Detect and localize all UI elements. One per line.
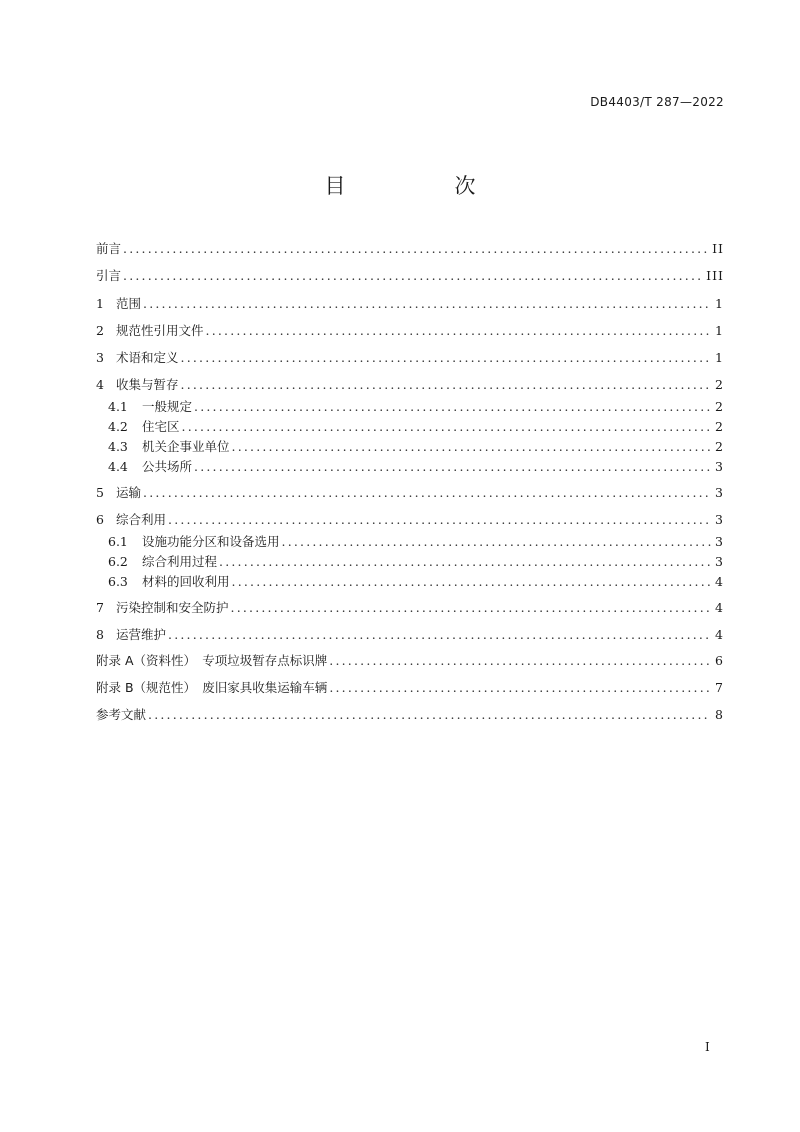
- toc-entry-general-rules[interactable]: [108, 398, 724, 416]
- toc-entry-number: 7: [96, 600, 104, 615]
- toc-entry-terms-definitions[interactable]: [96, 349, 724, 367]
- toc-entry-page: 1: [715, 323, 724, 338]
- toc-entry-label: 运营维护: [116, 627, 167, 642]
- toc-leader-dots: [123, 267, 702, 285]
- toc-entry-collection-storage[interactable]: [96, 376, 724, 394]
- toc-entry-appendix-a[interactable]: [96, 652, 724, 670]
- toc-entry-institutions[interactable]: [108, 438, 724, 456]
- toc-entry-foreword[interactable]: [96, 240, 724, 258]
- toc-entry-page: 1: [715, 350, 724, 365]
- toc-entry-label: 前言: [96, 241, 122, 256]
- toc-leader-dots: [181, 349, 712, 367]
- toc-leader-dots: [219, 553, 711, 571]
- toc-entry-label: 污染控制和安全防护: [116, 600, 229, 615]
- toc-entry-page: III: [706, 268, 724, 283]
- toc-leader-dots: [143, 295, 711, 313]
- toc-entry-label: 附录 A（资料性） 专项垃圾暂存点标识牌: [96, 653, 328, 668]
- toc-entry-label: 一般规定: [142, 399, 193, 414]
- toc-entry-label: 范围: [116, 296, 142, 311]
- toc-entry-page: 3: [715, 459, 724, 474]
- document-code: DB4403/T 287—2022: [590, 95, 724, 109]
- toc-leader-dots: [168, 511, 711, 529]
- toc-entry-label: 住宅区: [142, 419, 180, 434]
- toc-entry-number: 3: [96, 350, 104, 365]
- toc-entry-scope[interactable]: [96, 295, 724, 313]
- toc-entry-label: 参考文献: [96, 707, 147, 722]
- toc-leader-dots: [168, 626, 711, 644]
- toc-entry-label: 引言: [96, 268, 122, 283]
- toc-entry-number: 1: [96, 296, 104, 311]
- toc-entry-number: 4.4: [108, 459, 128, 474]
- toc-entry-page: 3: [715, 485, 724, 500]
- toc-entry-page: 2: [715, 439, 724, 454]
- toc-leader-dots: [182, 418, 712, 436]
- toc-entry-utilization-process[interactable]: [108, 553, 724, 571]
- toc-entry-page: 6: [715, 653, 724, 668]
- toc-entry-number: 4.3: [108, 439, 128, 454]
- toc-leader-dots: [143, 484, 711, 502]
- toc-entry-appendix-b[interactable]: [96, 679, 724, 697]
- toc-entry-page: 2: [715, 399, 724, 414]
- toc-entry-number: 4.1: [108, 399, 128, 414]
- toc-leader-dots: [206, 322, 712, 340]
- toc-entry-page: 3: [715, 534, 724, 549]
- toc-entry-residential-area[interactable]: [108, 418, 724, 436]
- toc-entry-number: 4.2: [108, 419, 128, 434]
- toc-leader-dots: [231, 599, 712, 617]
- toc-entry-number: 6.3: [108, 574, 128, 589]
- toc-entry-label: 机关企事业单位: [142, 439, 230, 454]
- toc-entry-comprehensive-use[interactable]: [96, 511, 724, 529]
- toc-entry-page: 4: [715, 627, 724, 642]
- toc-entry-label: 设施功能分区和设备选用: [142, 534, 280, 549]
- toc-entry-number: 6: [96, 512, 104, 527]
- toc-entry-page: 3: [715, 512, 724, 527]
- toc-entry-number: 2: [96, 323, 104, 338]
- toc-leader-dots: [148, 706, 711, 724]
- toc-leader-dots: [194, 458, 711, 476]
- toc-leader-dots: [232, 438, 712, 456]
- toc-entry-page: 4: [715, 574, 724, 589]
- toc-entry-page: 7: [715, 680, 724, 695]
- page-title: 目 次: [324, 174, 520, 198]
- toc-entry-label: 术语和定义: [116, 350, 179, 365]
- toc-leader-dots: [329, 679, 711, 697]
- toc-entry-label: 材料的回收利用: [142, 574, 230, 589]
- toc-entry-number: 6.1: [108, 534, 128, 549]
- toc-entry-number: 4: [96, 377, 104, 392]
- page-number: I: [705, 1040, 710, 1054]
- toc-leader-dots: [232, 573, 712, 591]
- toc-entry-page: 3: [715, 554, 724, 569]
- toc-entry-label: 收集与暂存: [116, 377, 179, 392]
- toc-entry-bibliography[interactable]: [96, 706, 724, 724]
- toc-entry-label: 运输: [116, 485, 142, 500]
- toc-entry-number: 6.2: [108, 554, 128, 569]
- toc-entry-pollution-control[interactable]: [96, 599, 724, 617]
- toc-entry-label: 规范性引用文件: [116, 323, 204, 338]
- toc-entry-page: 2: [715, 419, 724, 434]
- toc-entry-page: 2: [715, 377, 724, 392]
- toc-leader-dots: [282, 533, 712, 551]
- toc-entry-page: 1: [715, 296, 724, 311]
- toc-entry-material-recycling[interactable]: [108, 573, 724, 591]
- toc-entry-introduction[interactable]: [96, 267, 724, 285]
- toc-entry-page: II: [712, 241, 724, 256]
- toc-leader-dots: [123, 240, 708, 258]
- toc-entry-number: 8: [96, 627, 104, 642]
- toc-entry-page: 8: [715, 707, 724, 722]
- toc-entry-label: 附录 B（规范性） 废旧家具收集运输车辆: [96, 680, 328, 695]
- toc-entry-operation-maintenance[interactable]: [96, 626, 724, 644]
- toc-leader-dots: [194, 398, 711, 416]
- toc-entry-label: 公共场所: [142, 459, 193, 474]
- toc-leader-dots: [181, 376, 712, 394]
- toc-entry-label: 综合利用过程: [142, 554, 218, 569]
- toc-entry-transport[interactable]: [96, 484, 724, 502]
- toc-leader-dots: [329, 652, 711, 670]
- toc-entry-label: 综合利用: [116, 512, 167, 527]
- toc-entry-number: 5: [96, 485, 104, 500]
- toc-entry-normative-references[interactable]: [96, 322, 724, 340]
- toc-entry-page: 4: [715, 600, 724, 615]
- toc-entry-public-places[interactable]: [108, 458, 724, 476]
- toc-entry-facility-zoning[interactable]: [108, 533, 724, 551]
